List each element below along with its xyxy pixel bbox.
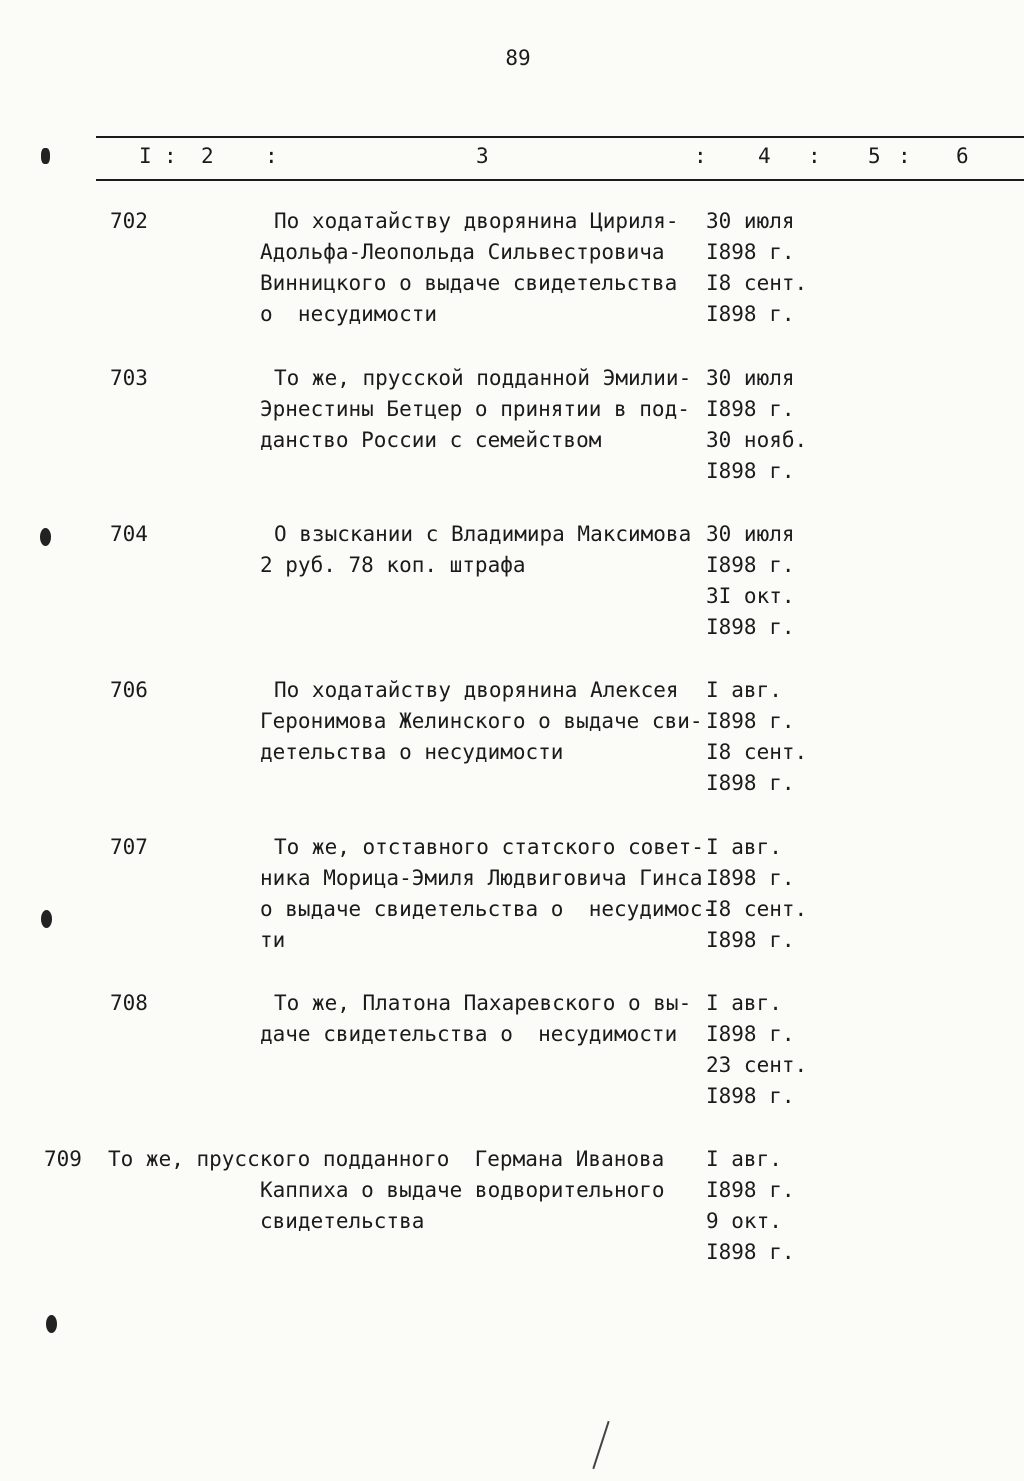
entry-dates: 30 июля I898 г. I8 сент. I898 г. xyxy=(706,209,808,326)
column-header-1: I xyxy=(139,144,152,168)
entry-description: По ходатайству дворянина Цириля- Адольфа-Леопольда Сильвестровича Винницкого о выдаче свидетельства о несудимости xyxy=(260,209,679,326)
entry-number: 704 xyxy=(110,522,148,546)
entry-dates: I авг. I898 г. 23 сент. I898 г. xyxy=(706,991,808,1108)
column-separator: : xyxy=(265,144,278,168)
entry-number: 702 xyxy=(110,209,148,233)
binding-mark xyxy=(46,1315,57,1333)
column-separator: : xyxy=(898,144,911,168)
column-separator: : xyxy=(808,144,821,168)
entry-number: 709 xyxy=(44,1147,82,1171)
table-header-top-rule xyxy=(96,136,1024,138)
entry-number: 708 xyxy=(110,991,148,1015)
entry-number: 707 xyxy=(110,835,148,859)
entry-description: То же, прусской подданной Эмилии- Эрнестины Бетцер о принятии в под- данство России с семейством xyxy=(260,366,692,452)
entry-number: 706 xyxy=(110,678,148,702)
column-header-4: 4 xyxy=(758,144,771,168)
column-separator: : xyxy=(694,144,707,168)
binding-mark xyxy=(41,910,52,928)
column-header-2: 2 xyxy=(201,144,214,168)
column-separator: : xyxy=(164,144,177,168)
column-header-6: 6 xyxy=(956,144,969,168)
entry-description: Каппиха о выдаче водворительного свидетельства xyxy=(260,1178,665,1233)
entry-dates: I авг. I898 г. I8 сент. I898 г. xyxy=(706,835,808,952)
pen-stroke xyxy=(592,1421,609,1469)
entry-description: То же, Платона Пахаревского о вы- даче свидетельства о несудимости xyxy=(260,991,692,1046)
entry-dates: I авг. I898 г. I8 сент. I898 г. xyxy=(706,678,808,795)
entry-description: О взыскании с Владимира Максимова 2 руб. 78 коп. штрафа xyxy=(260,522,692,577)
entry-dates: 30 июля I898 г. 30 нояб. I898 г. xyxy=(706,366,808,483)
column-header-5: 5 xyxy=(868,144,881,168)
binding-mark xyxy=(40,528,51,546)
entry-dates: I авг. I898 г. 9 окт. I898 г. xyxy=(706,1147,795,1264)
binding-mark xyxy=(41,148,50,164)
entry-number: 703 xyxy=(110,366,148,390)
table-header-bottom-rule xyxy=(96,179,1024,181)
entry-dates: 30 июля I898 г. 3I окт. I898 г. xyxy=(706,522,795,639)
column-header-3: 3 xyxy=(476,144,489,168)
entry-description: По ходатайству дворянина Алексея Геронимова Желинского о выдаче сви- детельства о несудимости xyxy=(260,678,703,764)
entry-description-lead: То же, прусского подданного Германа Иванова xyxy=(108,1147,665,1171)
entry-description: То же, отставного статского совет- ника Морица-Эмиля Людвиговича Гинса о выдаче свидетельства о несудимос- ти xyxy=(260,835,716,952)
page-number: 89 xyxy=(505,46,531,70)
